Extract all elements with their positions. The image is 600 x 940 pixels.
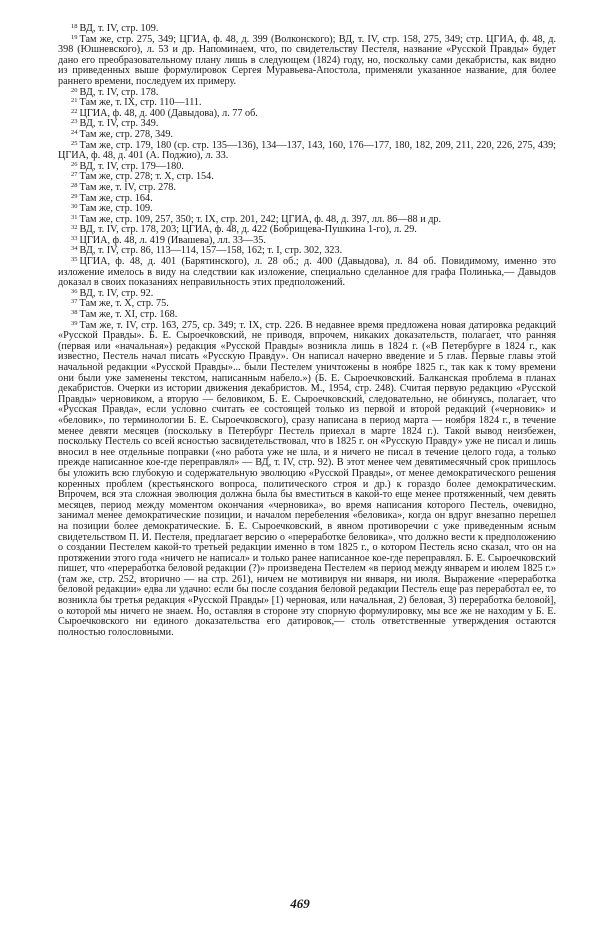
footnote-number: 21 xyxy=(71,97,78,105)
footnote-text: ЦГИА, ф. 48, д. 400 (Давыдова), л. 77 об. xyxy=(79,107,258,119)
footnote-number: 26 xyxy=(71,160,78,168)
footnote-text: ВД, т. IV, стр. 86, 113—114, 157—158, 162; т. I, стр. 302, 323. xyxy=(79,245,343,257)
footnote-number: 18 xyxy=(71,23,78,30)
footnote-text: Там же, стр. 278; т. X, стр. 154. xyxy=(79,171,214,183)
footnote-text: Там же, стр. 164. xyxy=(79,192,153,204)
footnote-number: 29 xyxy=(71,192,78,200)
footnote-text: Там же, стр. 109. xyxy=(79,203,153,215)
footnote-text: Там же, т. XI, стр. 168. xyxy=(79,309,178,321)
footnote xyxy=(58,257,556,289)
footnote-text: Там же, стр. 179, 180 (ср. стр. 135—136), 134—137, 143, 160, 176—177, 180, 182, 209, 211, 220, 226, 275, 439; ЦГИА, ф. 48, д. 401 (А. Поджио), л. 33. xyxy=(58,139,556,162)
footnote-number: 37 xyxy=(71,298,78,306)
footnote-number: 33 xyxy=(71,234,78,242)
footnote-number: 24 xyxy=(71,128,78,136)
footnote-text: Там же, т. IV, стр. 278. xyxy=(79,181,176,193)
footnotes-block xyxy=(58,24,556,638)
footnote-number: 34 xyxy=(71,245,78,253)
footnote-number: 28 xyxy=(71,181,78,189)
footnote-number: 35 xyxy=(71,256,78,264)
footnote xyxy=(58,141,556,162)
footnote-number: 32 xyxy=(71,224,78,232)
footnote-number: 30 xyxy=(71,203,78,211)
footnote-number: 31 xyxy=(71,213,78,221)
footnote-number: 27 xyxy=(71,171,78,179)
footnote xyxy=(58,321,556,639)
footnote-text: Там же, стр. 278, 349. xyxy=(79,128,173,140)
footnote-text: ВД, т. IV, стр. 178, 203; ЦГИА, ф. 48, д. 422 (Бобрищева-Пушкина 1-го), л. 29. xyxy=(79,224,417,236)
footnote-text: ВД, т. IV, стр. 92. xyxy=(79,287,154,299)
footnote-text: Там же, т. IX, стр. 110—111. xyxy=(79,97,202,109)
footnote-text: ВД, т. IV, стр. 109. xyxy=(79,23,159,34)
page-number: 469 xyxy=(290,896,310,911)
footnote-number: 25 xyxy=(71,139,78,147)
footnote-number: 19 xyxy=(71,33,78,41)
footnote-number: 22 xyxy=(71,107,78,115)
footnote-number: 20 xyxy=(71,86,78,94)
footnote-text: ВД, т. IV, стр. 349. xyxy=(79,118,159,130)
footnote-text: ВД, т. IV, стр. 179—180. xyxy=(79,160,184,172)
footnote-text: ЦГИА, ф. 48, д. 401 (Барятинского), л. 28 об.; д. 400 (Давыдова), л. 84 об. Повидимому, именно это изложение имелось в виду на следствии как изложение, специально сделанное для графа Полинька,— Давыдов доказал в своих показаниях неправильность этих предположений. xyxy=(58,256,556,289)
footnote-number: 38 xyxy=(71,309,78,317)
footnote-text: Там же, стр. 275, 349; ЦГИА, ф. 48, д. 399 (Волконского); ВД, т. IV, стр. 158, 275, 349; стр. ЦГИА, ф. 48, д. 398 (Юшневского), л. 53 и др. Напоминаем, что, по свидетельству Пестеля, название «Русской Правды» будет дано его преобразовательному плану лишь в следующем (1824) году, но, поскольку сами декабристы, как видно из приведенных выше формулировок Сергея Муравьева-Апостола, применяли указанное название, для более раннего времени, последуем их примеру. xyxy=(58,33,556,87)
footnote-text: Там же, стр. 109, 257, 350; т. IX, стр. 201, 242; ЦГИА, ф. 48, д. 397, лл. 86—88 и др. xyxy=(79,213,442,225)
footnote-text: ВД, т. IV, стр. 178. xyxy=(79,86,159,98)
footnote-number: 23 xyxy=(71,118,78,126)
footnote-text: Там же, т. X, стр. 75. xyxy=(79,298,169,310)
footnote-number: 36 xyxy=(71,287,78,295)
footnote-text: ЦГИА, ф. 48, л. 419 (Ивашева), лл. 33—35. xyxy=(79,234,266,246)
footnote-text: Там же, т. IV, стр. 163, 275, ср. 349; т. IX, стр. 226. В недавнее время предложена новая датировка редакций «Русской Правды». Б. Е. Сыроечковский, не приводя, впрочем, никаких доказательств, полагает, что ранняя (первая или «начальная») редакция «Русской Правды» возникла лишь в 1824 г. («В Петербурге в 1824 г., как известно, Пестель начал писать «Русскую Правду». Он написал начерно введение и 5 глав. Первые главы этой начальной редакции «Русской Правды»... были Пестелем уничтожены в ноябре 1825 г., так как к тому времени они были уже заменены текстом, написанным набело.») (Б. Е. Сыроечковский. Балканская проблема в планах декабристов. Очерки из истории движения декабристов. М., 1954, стр. 248). Считая первую редакцию «Русской Правды» черновиком, а вторую — беловиком, Б. Е. Сыроечковский, следовательно, не обинуясь, полагает, что «Русская Правда», если условно считать ее состоящей только из первой и второй редакций («черновик» и «беловик», по терминологии Б. Е. Сыроечковского), сразу написана в период марта — ноября 1824 г., в течение менее девяти месяцев (поскольку в Петербург Пестель приехал в марте 1824 г.). Такой вывод неизбежен, поскольку Пестель со всей ясностью засвидетельствовал, что в 1825 г. он «Русскую Правду» уже не писал и лишь вносил в нее отдельные поправки («но работа уже не шла, и я ничего не писал в течение целого года, а только прежде написанное кое-где переправлял» — ВД, т. IV, стр. 92). В этот менее чем девятимесячный срок пришлось бы уложить всю глубокую и содержательную эволюцию «Русской Правды», от менее демократического решения коренных проблем (крестьянского вопроса, политического строя и др.) к гораздо более демократическим. Впрочем, вся эта сложная эволюция должна была бы вместиться в какой-то еще менее протяженный, чем девять месяцев, период между моментом окончания «черновика», во время написания которого Пестель, очевидно, занимал менее демократические позиции, и началом перебеления «беловика», когда он вдруг внезапно перешел на позиции более демократические. Б. Е. Сыроечковский, в явном противоречии с уже приведенным ясным свидетельством П. И. Пестеля, предлагает версию о «переработке беловика», что должно вести к предположению о создании Пестелем какой-то третьей редакции именно в том 1825 г., о котором Пестель ясно сказал, что он на протяжении этого года «ничего не написал» и только ранее написанное кое-где переправлял. Б. Е. Сыроечковский пишет, что «переработка беловой редакции (?)» произведена Пестелем «в период между январем и июлем 1825 г.» (там же, стр. 252, вторично — на стр. 261), ничем не мотивируя ни января, ни июля. Выражение «переработка беловой редакции» едва ли удачно: если бы после создания беловой редакции Пестель еще раз переработал ее, то возникла бы третья редакция «Русской Правды» [1) черновая, или начальная, 2) беловая, 3) переработка беловой], о которой мы ничего не знаем. Но, оставляя в стороне эту спорную формулировку, мы все же не находим у Б. Е. Сыроечковского ни единого доказательства его датировок,— столь ответственные утверждения остаются полностью голословными. xyxy=(58,319,556,638)
footnote-number: 39 xyxy=(71,319,78,327)
footnote xyxy=(58,35,556,88)
